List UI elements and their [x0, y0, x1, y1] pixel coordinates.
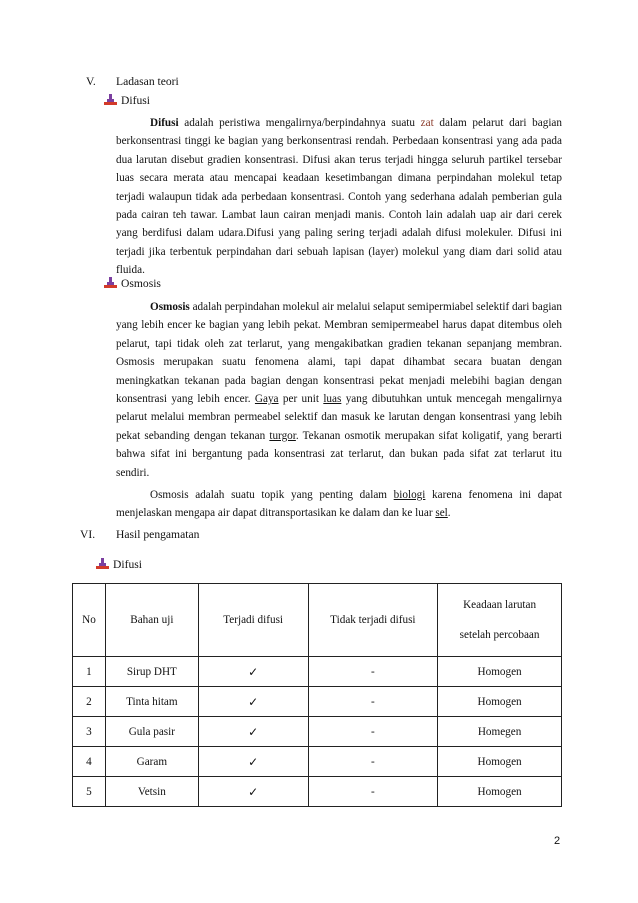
turgor-link[interactable]: turgor — [269, 429, 296, 442]
cell-bahan: Garam — [105, 747, 198, 777]
osmosis-text-c: yang dibutuhkan untuk mencegah mengalirnya pelarut melalui membran permeabel selektif dan masuk ke larutan dengan konsentrasi yang lebih pekat sebanding dengan tekanan — [116, 393, 562, 442]
cell-bahan: Tinta hitam — [105, 687, 198, 717]
col-header-no: No — [73, 584, 106, 657]
section-6-title: Hasil pengamatan — [116, 528, 200, 541]
checkmark-icon: ✓ — [198, 687, 308, 717]
cell-no: 3 — [73, 717, 106, 747]
cell-no: 1 — [73, 657, 106, 687]
table-header-row — [73, 584, 562, 657]
col-header-bahan: Bahan uji — [105, 584, 198, 657]
cell-no: 2 — [73, 687, 106, 717]
cell-bahan: Vetsin — [105, 777, 198, 807]
table-row — [73, 687, 562, 717]
hasil-difusi-heading — [96, 558, 142, 571]
difusi-heading — [104, 94, 150, 107]
cell-tidak: - — [308, 717, 438, 747]
col-header-keadaan — [438, 584, 562, 657]
col-header-tidak: Tidak terjadi difusi — [308, 584, 438, 657]
bullet-icon — [104, 277, 117, 288]
table-row — [73, 657, 562, 687]
table-row — [73, 747, 562, 777]
osmosis-term: Osmosis — [150, 301, 190, 313]
osmosis2-text-a: Osmosis adalah suatu topik yang penting dalam — [150, 489, 394, 502]
page-number: 2 — [554, 835, 561, 847]
table-row — [73, 777, 562, 807]
hasil-difusi-label: Difusi — [113, 558, 142, 571]
osmosis-text-a: adalah perpindahan molekul air melalui selaput semipermiabel selektif dari bagian yang lebih encer ke bagian yang lebih pekat. Membran semipermeabel harus dapat ditembus oleh pelarut, tapi tidak oleh zat terlarut, yang mengakibatkan gradien tekanan sepanjang membran. Osmosis merupakan suatu fenomena alami, tapi dapat dihambat secara buatan dengan meningkatkan tekanan pada bagian dengan konsentrasi pekat menjadi melebihi bagian dengan konsentrasi yang lebih encer. — [116, 301, 562, 406]
difusi-text-a: adalah peristiwa mengalirnya/berpindahnya suatu — [178, 117, 421, 129]
biologi-link[interactable]: biologi — [393, 489, 426, 502]
osmosis2-text-b: karena fenomena ini dapat menjelaskan mengapa air dapat ditransportasikan ke dalam dan ke luar — [116, 489, 562, 520]
checkmark-icon: ✓ — [198, 777, 308, 807]
difusi-text-b: dalam pelarut dari bagian berkonsentrasi tinggi ke bagian yang berkonsentrasi rendah. Perbedaan konsentrasi yang ada pada dua larutan disebut gradien konsentrasi. Difusi akan terus terjadi hingga seluruh partikel tersebar luas secara merata atau mencapai keadaan kesetimbangan dimana perpindahan molekul tetap terjadi walaupun tidak ada perbedaan konsentrasi. Contoh yang sederhana adalah pemberian gula pada cairan teh tawar. Lambat laun cairan menjadi manis. Contoh lain adalah uap air dari cerek yang berdifusi dalam udara.Difusi yang paling sering terjadi adalah difusi molekuler. Difusi ini terjadi jika terbentuk perpindahan dari sebuah lapisan (layer) molekul yang diam dari solid atau fluida. — [116, 117, 562, 277]
cell-keadaan: Homogen — [438, 747, 562, 777]
bullet-icon — [104, 94, 117, 105]
cell-tidak: - — [308, 747, 438, 777]
table-row — [73, 717, 562, 747]
difusi-term: Difusi — [150, 117, 179, 129]
cell-tidak: - — [308, 657, 438, 687]
section-5-title: Ladasan teori — [116, 75, 179, 88]
section-5-number: V. — [86, 75, 96, 88]
cell-no: 5 — [73, 777, 106, 807]
cell-keadaan: Homogen — [438, 687, 562, 717]
cell-no: 4 — [73, 747, 106, 777]
cell-bahan: Sirup DHT — [105, 657, 198, 687]
section-6-number: VI. — [80, 528, 96, 541]
checkmark-icon: ✓ — [198, 747, 308, 777]
difusi-heading-label: Difusi — [121, 94, 150, 107]
cell-keadaan: Homegen — [438, 717, 562, 747]
osmosis-heading-label: Osmosis — [121, 277, 161, 290]
sel-link[interactable]: sel — [435, 507, 448, 520]
cell-keadaan: Homogen — [438, 777, 562, 807]
col-header-keadaan-line1: Keadaan larutan — [463, 599, 537, 611]
results-table — [72, 583, 562, 807]
cell-tidak: - — [308, 687, 438, 717]
col-header-keadaan-line2: setelah percobaan — [459, 629, 540, 641]
luas-link[interactable]: luas — [323, 393, 342, 406]
cell-tidak: - — [308, 777, 438, 807]
osmosis2-text-c: . — [447, 507, 451, 520]
checkmark-icon: ✓ — [198, 717, 308, 747]
cell-keadaan: Homogen — [438, 657, 562, 687]
col-header-terjadi: Terjadi difusi — [198, 584, 308, 657]
osmosis-paragraph — [116, 298, 562, 523]
osmosis-text-b: per unit — [278, 393, 324, 406]
gaya-link[interactable]: Gaya — [254, 393, 279, 406]
osmosis-text-d: . Tekanan osmotik merupakan sifat koligatif, yang berarti bahwa sifat ini bergantung pada konsentrasi zat terlarut, dan bukan pada sifat zat terlarut itu sendiri. — [116, 429, 562, 479]
osmosis-heading — [104, 277, 161, 290]
bullet-icon — [96, 558, 109, 569]
difusi-paragraph — [116, 114, 562, 280]
checkmark-icon: ✓ — [198, 657, 308, 687]
zat-link[interactable]: zat — [420, 117, 434, 129]
cell-bahan: Gula pasir — [105, 717, 198, 747]
